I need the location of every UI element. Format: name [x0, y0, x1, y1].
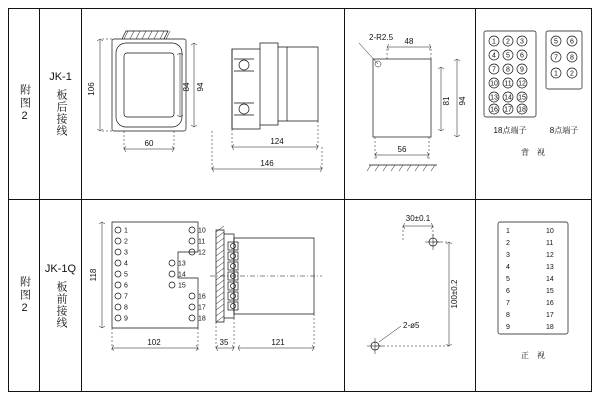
svg-text:9: 9 [520, 66, 524, 74]
svg-text:48: 48 [404, 37, 414, 46]
svg-text:100±0.2: 100±0.2 [450, 279, 459, 309]
svg-text:1: 1 [492, 38, 496, 46]
row2-model-cell [40, 200, 81, 392]
svg-text:124: 124 [270, 137, 284, 146]
svg-text:60: 60 [144, 139, 154, 148]
svg-text:2-R2.5: 2-R2.5 [369, 33, 394, 42]
svg-text:10: 10 [490, 80, 498, 88]
svg-text:11: 11 [546, 240, 554, 247]
figure-table [8, 8, 592, 392]
svg-text:106: 106 [87, 82, 96, 96]
row1-wiring-label: 板后接线 [55, 89, 67, 137]
svg-text:6: 6 [570, 38, 574, 46]
svg-text:2-ø5: 2-ø5 [403, 321, 420, 330]
svg-text:4: 4 [506, 264, 510, 271]
svg-text:4: 4 [492, 52, 496, 60]
svg-text:14: 14 [546, 276, 554, 283]
svg-text:8: 8 [506, 312, 510, 319]
svg-text:17: 17 [198, 304, 206, 312]
svg-text:10: 10 [546, 228, 554, 235]
svg-text:7: 7 [506, 300, 510, 307]
svg-text:146: 146 [260, 159, 274, 168]
svg-text:17: 17 [546, 312, 554, 319]
svg-text:35: 35 [219, 338, 229, 347]
row1-terminal-svg [476, 9, 591, 199]
svg-text:8: 8 [124, 304, 128, 312]
svg-text:12: 12 [546, 252, 554, 259]
svg-text:15: 15 [546, 288, 554, 295]
svg-text:18: 18 [198, 315, 206, 323]
svg-text:13: 13 [546, 264, 554, 271]
row1-front-side-svg [82, 9, 344, 199]
row1-cutout-area [345, 9, 474, 199]
svg-text:16: 16 [546, 300, 554, 307]
svg-text:14: 14 [504, 94, 512, 102]
svg-text:4: 4 [124, 260, 128, 268]
row2-drawing-area [82, 200, 344, 392]
row2-cutout-area [345, 200, 474, 392]
svg-text:6: 6 [506, 288, 510, 295]
svg-text:9: 9 [506, 324, 510, 331]
svg-text:30±0.1: 30±0.1 [405, 214, 431, 223]
svg-text:10: 10 [198, 227, 206, 235]
row2-terminal-area [476, 200, 591, 392]
svg-text:16: 16 [490, 106, 498, 114]
svg-text:12: 12 [198, 249, 206, 257]
row1-appendix-cell [9, 9, 39, 199]
svg-text:11: 11 [198, 238, 206, 246]
svg-text:11: 11 [504, 80, 512, 88]
svg-text:8点端子: 8点端子 [549, 126, 579, 135]
row1-cutout-svg [345, 9, 474, 199]
svg-text:121: 121 [271, 338, 285, 347]
row2-wiring-label: 板前接线 [55, 281, 67, 329]
svg-text:17: 17 [504, 106, 512, 114]
svg-text:3: 3 [520, 38, 524, 46]
svg-text:正 视: 正 视 [521, 351, 545, 360]
row2-appendix-cell [9, 200, 39, 392]
svg-text:7: 7 [492, 66, 496, 74]
row1-appendix-label: 附图2 [18, 84, 31, 124]
svg-text:12: 12 [518, 80, 526, 88]
svg-text:1: 1 [506, 228, 510, 235]
svg-text:2: 2 [506, 240, 510, 247]
svg-text:18点端子: 18点端子 [493, 126, 527, 135]
svg-text:2: 2 [570, 70, 574, 78]
svg-text:7: 7 [554, 54, 558, 62]
svg-text:18: 18 [518, 106, 526, 114]
svg-text:3: 3 [124, 249, 128, 257]
svg-text:2: 2 [124, 238, 128, 246]
svg-text:5: 5 [554, 38, 558, 46]
svg-text:56: 56 [397, 145, 407, 154]
row1-terminal-area [476, 9, 591, 199]
svg-text:14: 14 [178, 271, 186, 279]
svg-text:8: 8 [570, 54, 574, 62]
row1-model-cell [40, 9, 81, 199]
row2-cutout-svg [345, 200, 474, 392]
svg-text:84: 84 [182, 82, 191, 92]
row1-drawing-area [82, 9, 344, 199]
svg-text:18: 18 [546, 324, 554, 331]
svg-text:16: 16 [198, 293, 206, 301]
svg-text:94: 94 [458, 96, 467, 106]
svg-text:118: 118 [89, 268, 98, 282]
row1-model-label: JK-1 [49, 71, 72, 83]
svg-text:6: 6 [520, 52, 524, 60]
svg-text:15: 15 [178, 282, 186, 290]
svg-text:81: 81 [442, 96, 451, 106]
row2-appendix-label: 附图2 [18, 276, 31, 316]
svg-text:6: 6 [124, 282, 128, 290]
svg-text:7: 7 [124, 293, 128, 301]
svg-text:5: 5 [124, 271, 128, 279]
svg-text:9: 9 [124, 315, 128, 323]
svg-text:102: 102 [147, 338, 161, 347]
row2-terminal-svg [476, 200, 591, 392]
svg-text:8: 8 [506, 66, 510, 74]
svg-text:5: 5 [506, 52, 510, 60]
svg-text:3: 3 [506, 252, 510, 259]
svg-text:1: 1 [124, 227, 128, 235]
svg-text:2: 2 [506, 38, 510, 46]
svg-text:背 视: 背 视 [521, 148, 545, 157]
row2-model-label: JK-1Q [44, 263, 77, 275]
svg-text:13: 13 [490, 94, 498, 102]
svg-text:1: 1 [554, 70, 558, 78]
row2-front-side-svg [82, 200, 344, 392]
svg-text:94: 94 [196, 82, 205, 92]
svg-text:5: 5 [506, 276, 510, 283]
svg-text:15: 15 [518, 94, 526, 102]
svg-text:13: 13 [178, 260, 186, 268]
